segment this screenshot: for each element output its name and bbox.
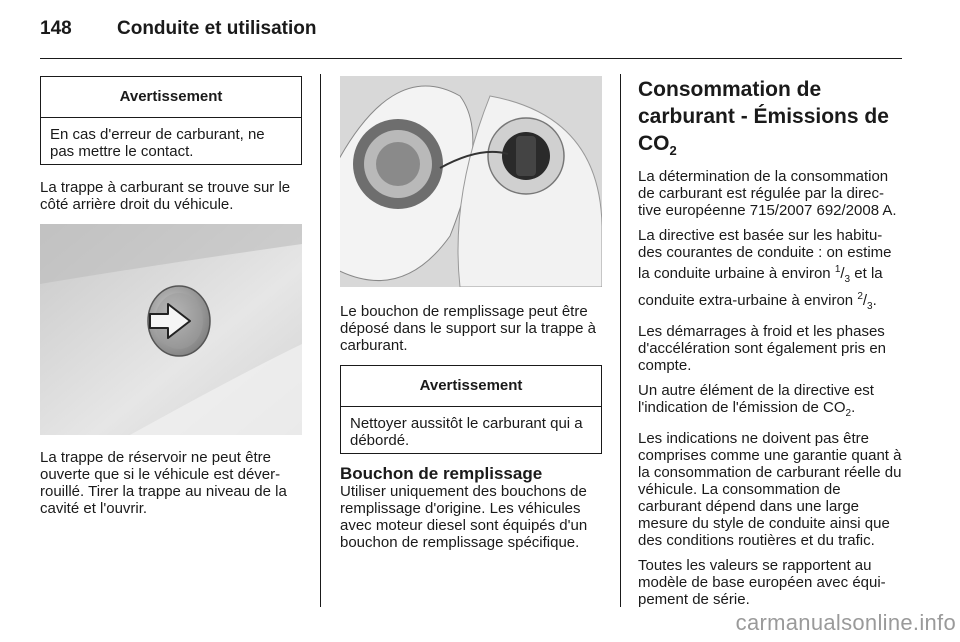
column-1 [40,76,302,517]
fuel-flap-photo [40,224,302,435]
filler-cap-heading: Bouchon de remplissage [340,464,543,483]
co2-emission-part-c: . [851,399,856,417]
driving-habits-part-a: La directive est basée sur les habitu- des courantes de conduite : on estime la conduite urbaine à environ [638,227,892,283]
warning-box-1 [40,76,302,165]
filler-cap-text: Utiliser uniquement des bouchons de remplissage d'origine. Les véhicules avec moteur diesel sont équipés d'un bouchon de remplissage spécifique. [340,483,588,551]
fuel-flap-illustration [40,224,302,435]
warning-text-1: En cas d'erreur de carburant, ne pas mettre le contact. [50,126,265,160]
heading-co-subscript: 2 [669,143,677,159]
driving-habits-text [638,227,902,315]
page-header [40,18,902,60]
column-3 [638,76,902,608]
page-number: 148 [40,18,72,39]
column-2 [340,76,602,551]
watermark: carmanualsonline.info [735,610,956,635]
heading-co: CO [638,132,670,155]
consumption-heading-line-2: carburant - Émissions de [638,105,889,128]
warning-text-2: Nettoyer aussitôt le carburant qui a débordé. [350,415,583,449]
fuel-flap-open-text: La trappe de réservoir ne peut être ouverte que si le véhicule est déver- rouillé. Tirer la trappe au niveau de la cavité et l'ouvrir. [40,449,287,517]
cold-start-text: Les démarrages à froid et les phases d'accélération sont également pris en compte. [638,323,887,375]
fraction-2-slash: / [862,292,868,310]
column-divider-1 [320,74,321,607]
warning-title-2: Avertissement [419,377,523,394]
fraction-2-denominator: 3 [867,301,873,313]
warning-box-2 [340,365,602,454]
driving-habits-part-c: . [872,292,877,310]
co2-emission-part-a: Un autre élément de la directive est l'indication de l'émission de CO [638,382,874,417]
filler-cap-photo [340,76,602,287]
column-divider-2 [620,74,621,607]
section-title: Conduite et utilisation [117,18,317,39]
directive-text: La détermination de la consommation de carburant est régulée par la direc- tive européenne 715/2007 692/2008 A. [638,168,897,220]
co2-emission-text [638,382,902,422]
fuel-flap-location-text: La trappe à carburant se trouve sur le côté arrière droit du véhicule. [40,179,291,213]
base-model-text: Toutes les valeurs se rapportent au modèle de base européen avec équi- pement de série. [638,557,886,609]
co2-subscript: 2 [845,408,852,420]
guarantee-text: Les indications ne doivent pas être comprises comme une garantie quant à la consommation de carburant réelle du véhicule. La consommation de carburant dépend dans une large mesure du style de conduite ainsi que des conditions routières et du trafic. [638,430,902,550]
fraction-1-slash: / [840,265,845,283]
fraction-2-numerator: 2 [857,291,863,303]
fraction-1-numerator: 1 [834,264,841,276]
filler-cap-storage-text: Le bouchon de remplissage peut être déposé dans le support sur la trappe à carburant. [340,303,597,354]
header-rule [40,58,902,59]
fraction-1-denominator: 3 [844,274,851,286]
driving-habits-part-b: et la conduite extra-urbaine à environ [638,265,883,310]
warning-title-1: Avertissement [119,88,223,105]
consumption-heading-line-3 [638,130,902,164]
filler-cap-illustration [340,76,602,287]
consumption-heading-line-1: Consommation de [638,78,822,101]
